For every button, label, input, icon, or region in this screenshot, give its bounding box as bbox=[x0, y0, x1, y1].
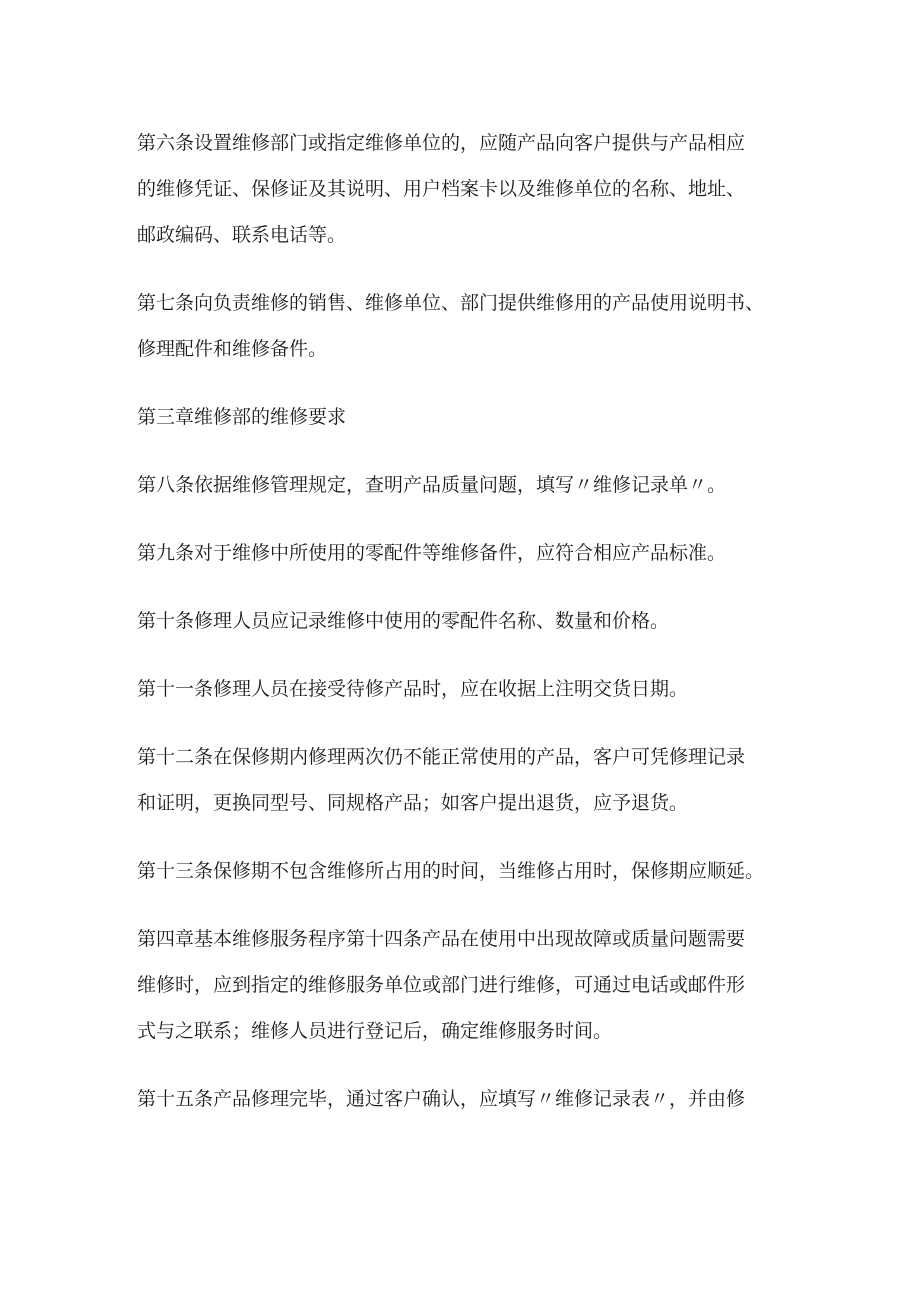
text-line: 第十三条保修期不包含维修所占用的时间，当维修占用时，保修期应顺延。 bbox=[137, 860, 765, 882]
paragraph-article-15 bbox=[137, 1076, 792, 1122]
text-line: 第十一条修理人员在接受待修产品时，应在收据上注明交货日期。 bbox=[137, 678, 689, 700]
text-line: 第十条修理人员应记录维修中使用的零配件名称、数量和价格。 bbox=[137, 610, 670, 632]
text-line: 第四章基本维修服务程序第十四条产品在使用中出现故障或质量问题需要 bbox=[137, 928, 746, 950]
text-line: 第六条设置维修部门或指定维修单位的，应随产品向客户提供与产品相应 bbox=[137, 132, 746, 154]
text-line: 邮政编码、联系电话等。 bbox=[137, 224, 347, 246]
text-line: 式与之联系；维修人员进行登记后，确定维修服务时间。 bbox=[137, 1020, 613, 1042]
paragraph-article-6 bbox=[137, 120, 792, 258]
paragraph-article-9 bbox=[137, 530, 792, 576]
text-line: 第十五条产品修理完毕，通过客户确认，应填写〃维修记录表〃，并由修 bbox=[137, 1088, 746, 1110]
paragraph-article-10 bbox=[137, 598, 792, 644]
paragraph-article-12 bbox=[137, 734, 792, 826]
document-body bbox=[137, 120, 792, 1144]
text-line: 和证明，更换同型号、同规格产品；如客户提出退货，应予退货。 bbox=[137, 792, 689, 814]
chapter-4-article-14 bbox=[137, 916, 792, 1054]
paragraph-article-7 bbox=[137, 280, 792, 372]
text-line: 第十二条在保修期内修理两次仍不能正常使用的产品，客户可凭修理记录 bbox=[137, 746, 746, 768]
text-line: 修理配件和维修备件。 bbox=[137, 338, 328, 360]
text-line: 维修时，应到指定的维修服务单位或部门进行维修，可通过电话或邮件形 bbox=[137, 974, 746, 996]
paragraph-article-13 bbox=[137, 848, 792, 894]
text-line: 第七条向负责维修的销售、维修单位、部门提供维修用的产品使用说明书、 bbox=[137, 292, 765, 314]
chapter-3-heading bbox=[137, 394, 792, 440]
paragraph-article-11 bbox=[137, 666, 792, 712]
text-line: 的维修凭证、保修证及其说明、用户档案卡以及维修单位的名称、地址、 bbox=[137, 178, 746, 200]
paragraph-article-8 bbox=[137, 462, 792, 508]
text-line: 第八条依据维修管理规定，查明产品质量问题，填写〃维修记录单〃。 bbox=[137, 474, 727, 496]
text-line: 第三章维修部的维修要求 bbox=[137, 406, 347, 428]
text-line: 第九条对于维修中所使用的零配件等维修备件，应符合相应产品标准。 bbox=[137, 542, 727, 564]
